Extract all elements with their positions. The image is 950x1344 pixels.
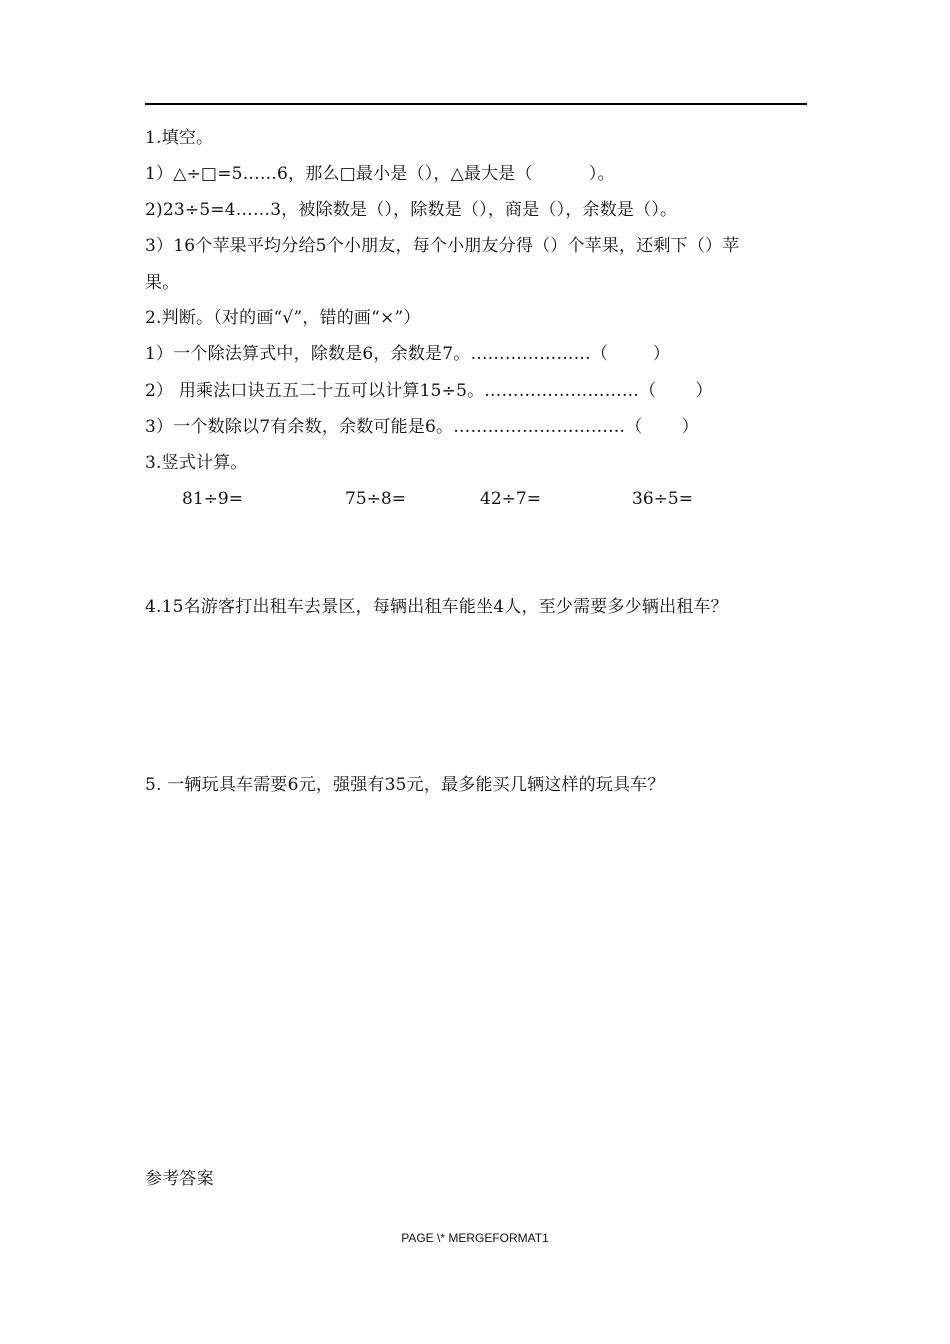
page-footer: PAGE \* MERGEFORMAT1 xyxy=(401,1231,549,1245)
q2-item-1: 1）一个除法算式中，除数是6，余数是7。…………………（ ） xyxy=(145,344,671,364)
q2-title: 2.判断。（对的画“√”，错的画“×”） xyxy=(145,308,421,328)
calc-item-2: 75÷8= xyxy=(345,489,406,509)
answers-title: 参考答案 xyxy=(145,1169,214,1189)
header-rule xyxy=(145,103,807,105)
q1-item-1: 1）△÷□=5……6，那么□最小是（），△最大是（ ）。 xyxy=(145,164,615,184)
q1-item-2: 2)23÷5=4……3，被除数是（），除数是（），商是（），余数是（）。 xyxy=(145,200,678,220)
q1-item-3-line-1: 3）16个苹果平均分给5个小朋友，每个小朋友分得（）个苹果，还剩下（）苹 xyxy=(145,236,740,256)
q5-text: 5. 一辆玩具车需要6元，强强有35元，最多能买几辆这样的玩具车？ xyxy=(145,775,665,795)
q3-title: 3.竖式计算。 xyxy=(145,453,248,473)
calc-item-3: 42÷7= xyxy=(480,489,541,509)
q4-text: 4.15名游客打出租车去景区，每辆出租车能坐4人，至少需要多少辆出租车？ xyxy=(145,597,728,617)
q2-item-3: 3）一个数除以7有余数，余数可能是6。…………………………（ ） xyxy=(145,417,699,437)
q1-title: 1.填空。 xyxy=(145,128,214,148)
calc-item-4: 36÷5= xyxy=(632,489,693,509)
q1-item-3-line-2: 果。 xyxy=(145,273,180,293)
q2-item-2: 2） 用乘法口诀五五二十五可以计算15÷5。………………………（ ） xyxy=(145,381,713,401)
calc-item-1: 81÷9= xyxy=(182,489,243,509)
